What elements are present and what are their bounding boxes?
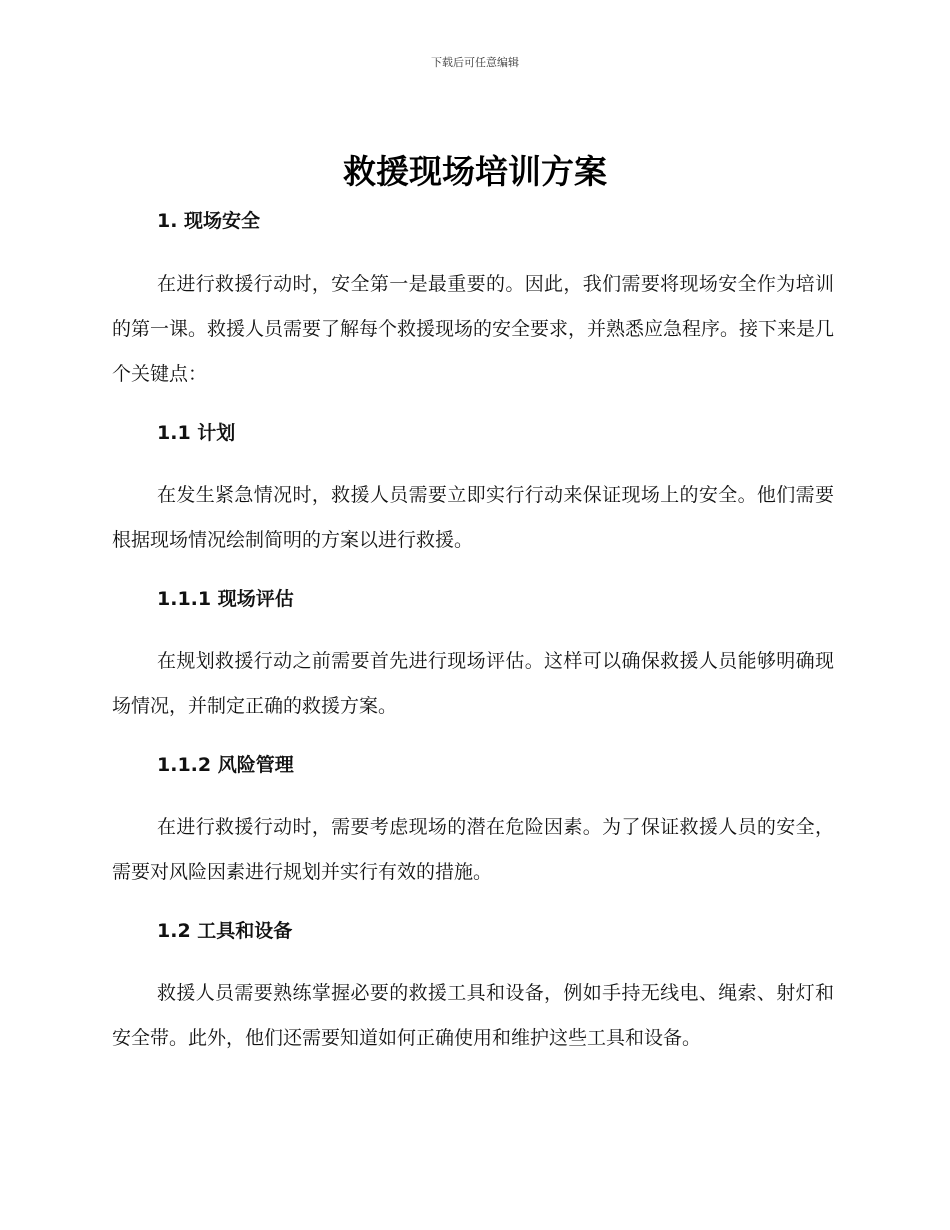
section-heading: 1.1.2 风险管理: [157, 754, 294, 776]
section-heading: 1. 现场安全: [157, 210, 261, 232]
section-paragraph: 在规划救援行动之前需要首先进行现场评估。这样可以确保救援人员能够明确现场情况，并制定正确的救援方案。: [112, 650, 834, 717]
section-heading: 1.2 工具和设备: [157, 920, 293, 942]
document-title: 救援现场培训方案: [343, 152, 607, 191]
document-body: [112, 206, 834, 1061]
section-paragraph: 在发生紧急情况时，救援人员需要立即实行行动来保证现场上的安全。他们需要根据现场情况绘制简明的方案以进行救援。: [112, 484, 834, 551]
section-paragraph: 在进行救援行动时，需要考虑现场的潜在危险因素。为了保证救援人员的安全，需要对风险因素进行规划并实行有效的措施。: [112, 816, 834, 883]
page-header-note: 下载后可任意编辑: [431, 56, 519, 69]
section-paragraph: 在进行救援行动时，安全第一是最重要的。因此，我们需要将现场安全作为培训的第一课。救援人员需要了解每个救援现场的安全要求，并熟悉应急程序。接下来是几个关键点：: [112, 273, 835, 385]
section-risk-management: [112, 750, 834, 895]
section-site-safety: [112, 206, 834, 397]
section-paragraph: 救援人员需要熟练掌握必要的救援工具和设备，例如手持无线电、绳索、射灯和安全带。此外，他们还需要知道如何正确使用和维护这些工具和设备。: [112, 982, 834, 1049]
section-site-assessment: [112, 584, 834, 729]
section-heading: 1.1.1 现场评估: [157, 588, 294, 610]
section-tools-equipment: [112, 916, 834, 1061]
section-plan: [112, 418, 834, 563]
section-heading: 1.1 计划: [157, 422, 236, 444]
